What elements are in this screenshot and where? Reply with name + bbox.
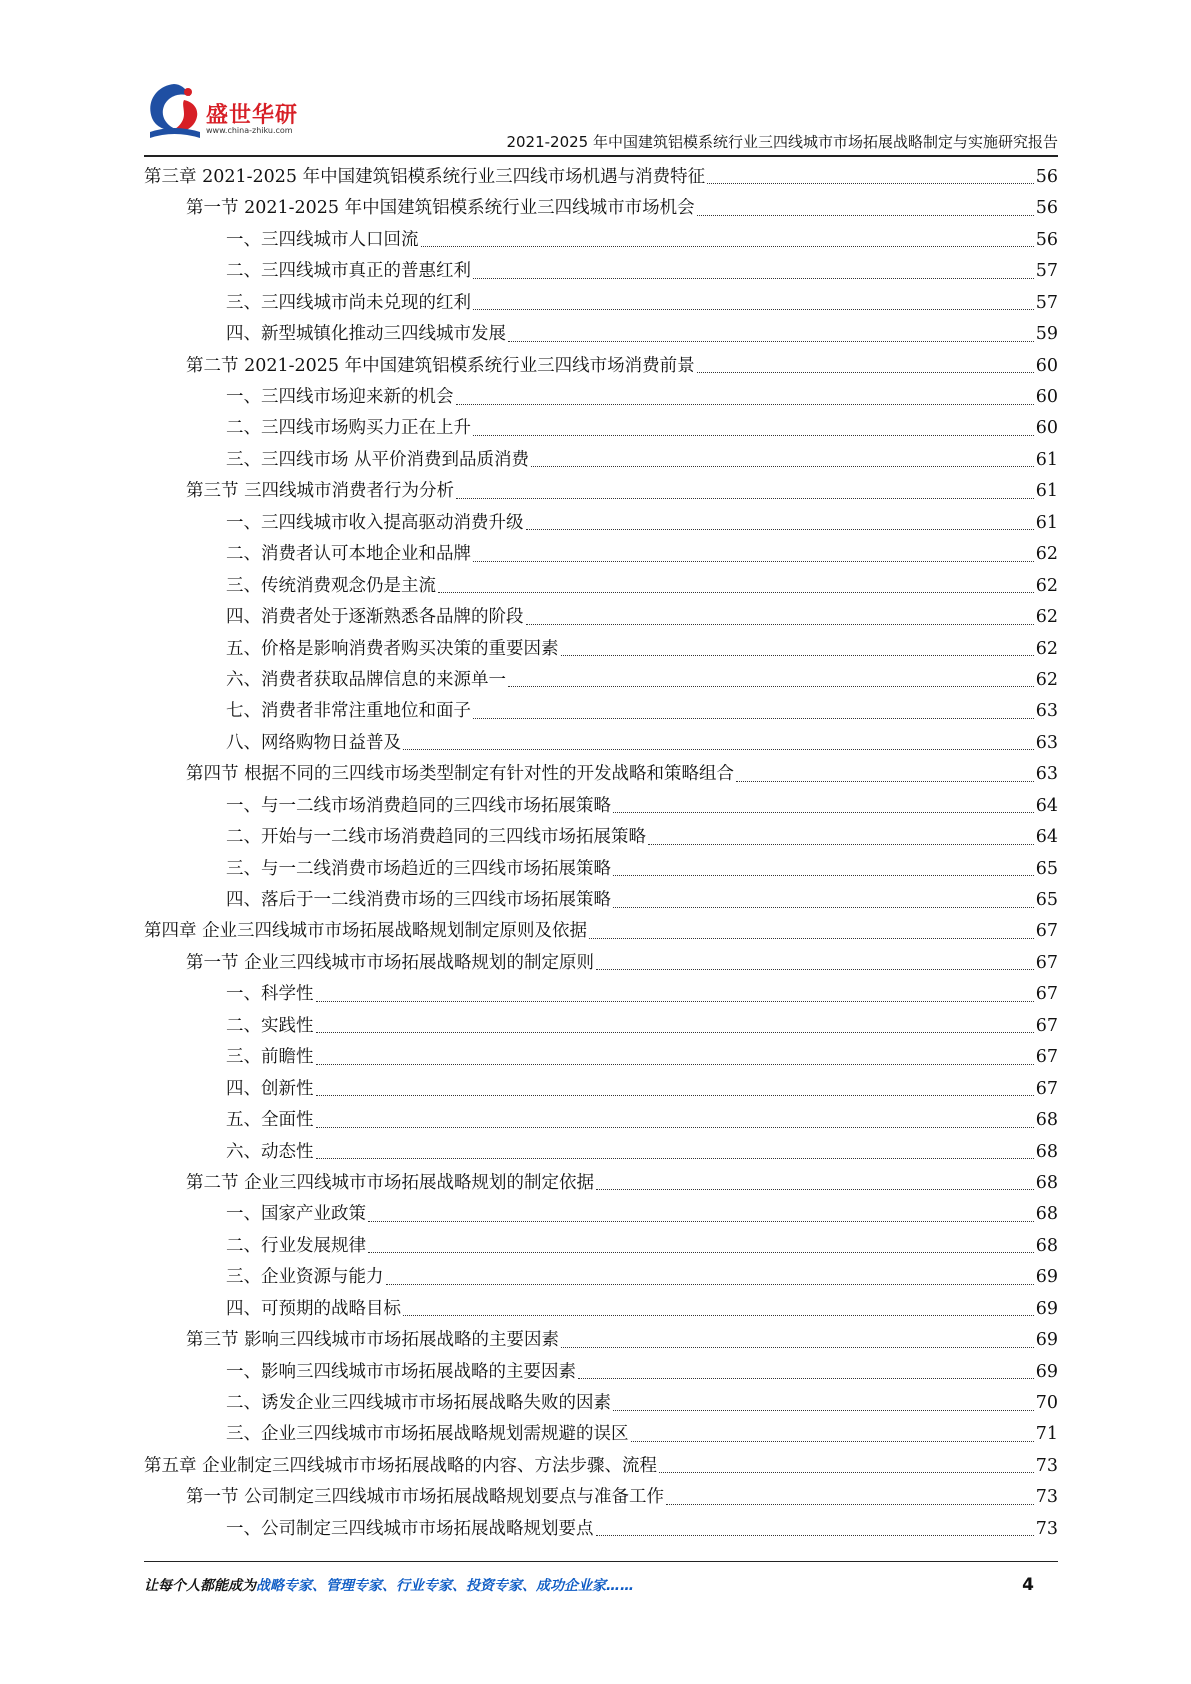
toc-dot-leader [456,404,1034,405]
toc-entry-label: 六、消费者获取品牌信息的来源单一 [226,669,506,690]
toc-entry[interactable] [144,1042,1058,1073]
toc-entry-page: 61 [1035,449,1058,470]
toc-entry-label: 第四节 根据不同的三四线市场类型制定有针对性的开发战略和策略组合 [186,764,735,785]
toc-entry[interactable] [144,979,1058,1010]
toc-dot-leader [596,1189,1034,1190]
toc-entry-page: 68 [1035,1110,1058,1131]
toc-entry-page: 60 [1035,418,1058,439]
toc-entry-label: 六、动态性 [226,1141,314,1162]
report-title: 2021-2025 年中国建筑铝模系统行业三四线城市市场拓展战略制定与实施研究报告 [506,133,1058,151]
toc-entry[interactable] [144,1451,1058,1482]
toc-entry-label: 三、三四线市场 从平价消费到品质消费 [226,449,530,470]
toc-entry-label: 四、创新性 [226,1078,314,1099]
toc-entry[interactable] [144,634,1058,665]
toc-entry-page: 60 [1035,387,1058,408]
toc-entry-label: 三、与一二线消费市场趋近的三四线市场拓展策略 [226,858,611,879]
toc-entry-label: 二、三四线城市真正的普惠红利 [226,261,471,282]
toc-entry[interactable] [144,696,1058,727]
toc-dot-leader [531,466,1034,467]
toc-entry-label: 四、消费者处于逐渐熟悉各品牌的阶段 [226,607,524,628]
toc-entry-label: 一、三四线城市收入提高驱动消费升级 [226,512,524,533]
toc-entry-label: 二、消费者认可本地企业和品牌 [226,544,471,565]
toc-dot-leader [613,1410,1034,1411]
toc-entry-label: 五、全面性 [226,1110,314,1131]
toc-dot-leader [526,529,1034,530]
toc-entry[interactable] [144,288,1058,319]
toc-entry-label: 第二节 企业三四线城市市场拓展战略规划的制定依据 [186,1172,595,1193]
toc-entry-label: 第一节 2021-2025 年中国建筑铝模系统行业三四线城市市场机会 [186,198,695,219]
toc-entry-page: 69 [1035,1267,1058,1288]
toc-entry[interactable] [144,791,1058,822]
toc-entry[interactable] [144,256,1058,287]
toc-entry[interactable] [144,193,1058,224]
toc-entry-page: 65 [1035,858,1058,879]
toc-entry-label: 一、科学性 [226,984,314,1005]
toc-entry-label: 第三节 三四线城市消费者行为分析 [186,481,455,502]
toc-entry-page: 62 [1035,544,1058,565]
toc-entry[interactable] [144,759,1058,790]
toc-entry-label: 五、价格是影响消费者购买决策的重要因素 [226,638,559,659]
toc-entry-page: 63 [1035,732,1058,753]
toc-entry-label: 第三章 2021-2025 年中国建筑铝模系统行业三四线市场机遇与消费特征 [144,166,706,187]
toc-entry-page: 69 [1035,1298,1058,1319]
toc-entry[interactable] [144,1168,1058,1199]
toc-entry-label: 四、落后于一二线消费市场的三四线市场拓展策略 [226,890,611,911]
toc-dot-leader [473,435,1034,436]
toc-entry-label: 二、实践性 [226,1015,314,1036]
toc-entry-page: 63 [1035,764,1058,785]
toc-entry-page: 68 [1035,1141,1058,1162]
toc-entry-label: 一、与一二线市场消费趋同的三四线市场拓展策略 [226,795,611,816]
toc-entry-label: 一、三四线市场迎来新的机会 [226,387,454,408]
toc-entry-label: 三、前瞻性 [226,1047,314,1068]
toc-dot-leader [316,1032,1034,1033]
toc-entry-page: 62 [1035,607,1058,628]
toc-entry-page: 70 [1035,1393,1058,1414]
toc-dot-leader [473,309,1034,310]
toc-dot-leader [648,844,1034,845]
footer-slogan-prefix: 让每个人都能成为 [144,1578,256,1594]
toc-dot-leader [707,183,1034,184]
toc-entry-label: 第四章 企业三四线城市市场拓展战略规划制定原则及依据 [144,921,588,942]
toc-entry-page: 71 [1035,1424,1058,1445]
toc-entry-page: 67 [1035,1015,1058,1036]
toc-entry-page: 69 [1035,1361,1058,1382]
toc-entry-label: 二、开始与一二线市场消费趋同的三四线市场拓展策略 [226,827,646,848]
toc-entry-label: 一、公司制定三四线城市市场拓展战略规划要点 [226,1518,594,1539]
toc-entry-label: 四、可预期的战略目标 [226,1298,401,1319]
toc-entry[interactable] [144,1357,1058,1388]
footer-divider [144,1561,1058,1562]
toc-dot-leader [368,1252,1034,1253]
toc-dot-leader [508,341,1034,342]
toc-entry-page: 57 [1035,261,1058,282]
toc-dot-leader [316,1127,1034,1128]
toc-entry[interactable] [144,665,1058,696]
toc-entry-page: 61 [1035,481,1058,502]
toc-dot-leader [561,1347,1034,1348]
toc-entry-label: 第一节 企业三四线城市市场拓展战略规划的制定原则 [186,952,595,973]
toc-entry-page: 62 [1035,669,1058,690]
header-divider [144,155,1058,157]
toc-entry[interactable] [144,602,1058,633]
toc-entry-page: 62 [1035,575,1058,596]
toc-entry-page: 73 [1035,1455,1058,1476]
toc-entry-page: 56 [1035,198,1058,219]
toc-dot-leader [596,969,1034,970]
toc-entry[interactable] [144,351,1058,382]
toc-entry-label: 七、消费者非常注重地位和面子 [226,701,471,722]
toc-dot-leader [596,1535,1034,1536]
toc-entry-label: 四、新型城镇化推动三四线城市发展 [226,324,506,345]
toc-entry-label: 一、三四线城市人口回流 [226,229,419,250]
toc-entry-label: 三、传统消费观念仍是主流 [226,575,436,596]
toc-entry[interactable] [144,1074,1058,1105]
toc-dot-leader [526,624,1034,625]
toc-entry-page: 59 [1035,324,1058,345]
toc-dot-leader [508,686,1034,687]
toc-dot-leader [316,1095,1034,1096]
toc-dot-leader [386,1284,1034,1285]
toc-entry-page: 67 [1035,1047,1058,1068]
toc-entry-label: 第二节 2021-2025 年中国建筑铝模系统行业三四线市场消费前景 [186,355,695,376]
page-footer [144,1575,1058,1599]
toc-dot-leader [613,812,1034,813]
toc-entry-page: 68 [1035,1204,1058,1225]
toc-entry[interactable] [144,854,1058,885]
toc-entry[interactable] [144,162,1058,193]
toc-entry[interactable] [144,1514,1058,1545]
toc-dot-leader [736,781,1034,782]
toc-entry-label: 二、诱发企业三四线城市市场拓展战略失败的因素 [226,1393,611,1414]
toc-entry-label: 一、国家产业政策 [226,1204,366,1225]
toc-dot-leader [316,1001,1034,1002]
toc-entry-page: 67 [1035,1078,1058,1099]
toc-entry-page: 65 [1035,890,1058,911]
toc-entry-page: 68 [1035,1172,1058,1193]
toc-entry[interactable] [144,414,1058,445]
toc-entry-label: 第三节 影响三四线城市市场拓展战略的主要因素 [186,1330,560,1351]
toc-entry[interactable] [144,382,1058,413]
toc-dot-leader [403,749,1034,750]
toc-entry[interactable] [144,1482,1058,1513]
toc-entry[interactable] [144,1199,1058,1230]
toc-entry-label: 三、三四线城市尚未兑现的红利 [226,292,471,313]
toc-entry[interactable] [144,445,1058,476]
toc-dot-leader [368,1221,1034,1222]
page-header [144,80,1058,155]
toc-entry-page: 57 [1035,292,1058,313]
toc-entry[interactable] [144,225,1058,256]
toc-dot-leader [473,718,1034,719]
toc-entry[interactable] [144,1294,1058,1325]
toc-entry-page: 61 [1035,512,1058,533]
toc-entry[interactable] [144,1105,1058,1136]
toc-entry[interactable] [144,948,1058,979]
toc-entry-page: 73 [1035,1518,1058,1539]
toc-entry[interactable] [144,1388,1058,1419]
toc-entry[interactable] [144,1420,1058,1451]
toc-dot-leader [697,215,1034,216]
toc-entry-page: 56 [1035,229,1058,250]
toc-dot-leader [613,907,1034,908]
toc-dot-leader [666,1504,1034,1505]
toc-dot-leader [473,278,1034,279]
toc-dot-leader [561,655,1034,656]
toc-dot-leader [438,592,1034,593]
toc-entry[interactable] [144,1325,1058,1356]
toc-entry[interactable] [144,1137,1058,1168]
toc-entry[interactable] [144,1231,1058,1262]
toc-dot-leader [456,498,1034,499]
page-number: 4 [1022,1575,1034,1595]
toc-dot-leader [316,1158,1034,1159]
toc-dot-leader [316,1064,1034,1065]
toc-entry[interactable] [144,728,1058,759]
footer-slogan-highlight: 战略专家、管理专家、行业专家、投资专家、成功企业家…… [256,1578,634,1594]
toc-entry[interactable] [144,822,1058,853]
toc-entry-label: 第一节 公司制定三四线城市市场拓展战略规划要点与准备工作 [186,1487,665,1508]
toc-entry-page: 67 [1035,952,1058,973]
logo-name: 盛世华研 [206,103,299,128]
toc-entry[interactable] [144,476,1058,507]
toc-entry-label: 八、网络购物日益普及 [226,732,401,753]
toc-entry-page: 69 [1035,1330,1058,1351]
company-logo [144,80,314,146]
logo-url: www.china-zhiku.com [206,126,293,135]
toc-entry-label: 一、影响三四线城市市场拓展战略的主要因素 [226,1361,576,1382]
toc-entry[interactable] [144,885,1058,916]
toc-entry-page: 67 [1035,921,1058,942]
toc-entry-page: 62 [1035,638,1058,659]
toc-dot-leader [421,246,1034,247]
toc-dot-leader [403,1315,1034,1316]
toc-entry-page: 73 [1035,1487,1058,1508]
toc-entry-label: 二、三四线市场购买力正在上升 [226,418,471,439]
logo-emblem-icon [144,80,204,142]
toc-entry[interactable] [144,1011,1058,1042]
toc-entry-page: 64 [1035,827,1058,848]
toc-dot-leader [589,938,1034,939]
toc-entry-page: 68 [1035,1235,1058,1256]
toc-dot-leader [578,1378,1034,1379]
toc-entry-label: 第五章 企业制定三四线城市市场拓展战略的内容、方法步骤、流程 [144,1455,658,1476]
table-of-contents [144,162,1058,1545]
toc-entry-label: 二、行业发展规律 [226,1235,366,1256]
toc-entry-label: 三、企业资源与能力 [226,1267,384,1288]
toc-dot-leader [697,372,1034,373]
toc-entry[interactable] [144,508,1058,539]
toc-entry[interactable] [144,1262,1058,1293]
toc-dot-leader [613,875,1034,876]
toc-entry-label: 三、企业三四线城市市场拓展战略规划需规避的误区 [226,1424,629,1445]
toc-dot-leader [659,1472,1034,1473]
toc-entry-page: 56 [1035,166,1058,187]
toc-entry-page: 63 [1035,701,1058,722]
toc-entry[interactable] [144,917,1058,948]
toc-entry-page: 60 [1035,355,1058,376]
toc-dot-leader [631,1441,1034,1442]
toc-entry[interactable] [144,319,1058,350]
toc-entry[interactable] [144,539,1058,570]
toc-entry-page: 67 [1035,984,1058,1005]
toc-entry[interactable] [144,571,1058,602]
toc-dot-leader [473,561,1034,562]
toc-entry-page: 64 [1035,795,1058,816]
